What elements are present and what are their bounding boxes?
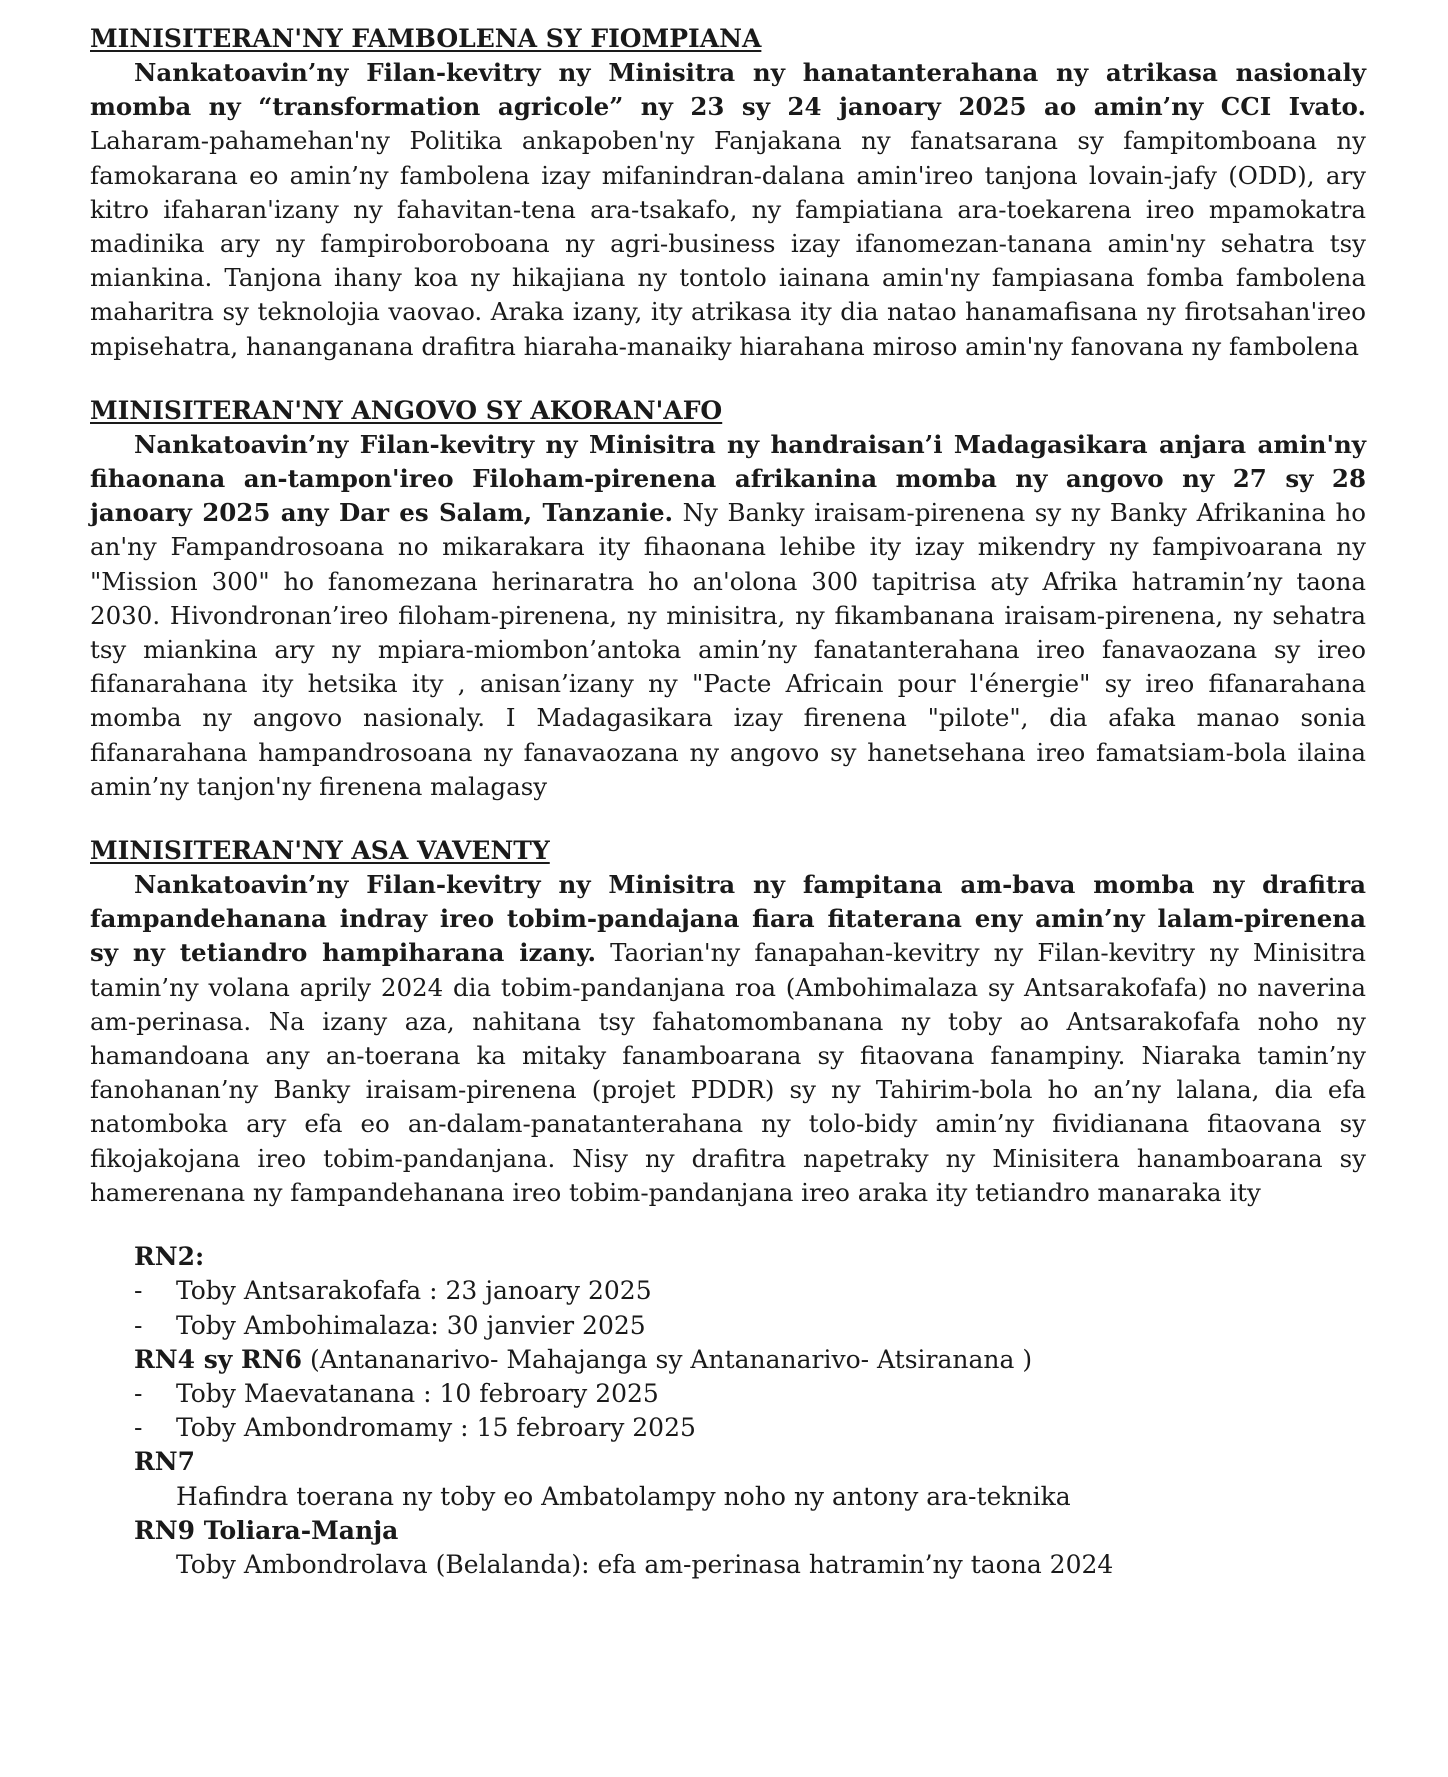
section-heading: MINISITERAN'NY FAMBOLENA SY FIOMPIANA: [90, 24, 762, 53]
weighbridge-schedule: [134, 1240, 1366, 1582]
section-agriculture: [90, 22, 1366, 364]
section-energy: [90, 394, 1366, 804]
document-page: [90, 22, 1366, 1612]
section-heading: MINISITERAN'NY ASA VAVENTY: [90, 836, 550, 866]
section-public-works: [90, 834, 1366, 1582]
section-paragraph: [90, 428, 1366, 804]
route-title: RN2:: [134, 1242, 205, 1272]
route-rn4-rn6: [134, 1343, 1366, 1446]
list-item: - Toby Ambohimalaza: 30 janvier 2025: [134, 1310, 646, 1340]
section-paragraph: [90, 56, 1366, 364]
list-item: - Toby Antsarakofafa : 23 janoary 2025: [134, 1276, 652, 1306]
route-note: Hafindra toerana ny toby eo Ambatolampy noho ny antony ara-teknika: [176, 1481, 1071, 1511]
route-title: RN9 Toliara-Manja: [134, 1515, 399, 1545]
paragraph-lead: Nankatoavin’ny Filan-kevitry ny Minisitra ny hanatanterahana ny atrikasa nasionaly momba ny “transformation agricole” ny 23 sy 24 janoary 2025 ao amin’ny CCI Ivato.: [90, 58, 1366, 122]
route-rn7: [134, 1445, 1366, 1513]
list-item: - Toby Maevatanana : 10 febroary 2025: [134, 1378, 659, 1408]
paragraph-body: Ny Banky iraisam-pirenena sy ny Banky Afrikanina ho an'ny Fampandrosoana no mikarakara ity fihaonana lehibe ity izay mikendry ny fampivoarana ny "Mission 300" ho fanomezana herinaratra ho an'olona 300 tapitrisa aty Afrika hatramin’ny taona 2030. Hivondronan’ireo filoham-pirenena, ny minisitra, ny fikambanana iraisam-pirenena, ny sehatra tsy miankina ary ny mpiara-miombon’antoka amin’ny fanatanterahana ireo fanavaozana sy ireo fifanarahana ity hetsika ity , anisan’izany ny "Pacte Africain pour l'énergie" sy ireo fifanarahana momba ny angovo nasionaly. I Madagasikara izay firenena "pilote", dia afaka manao sonia fifanarahana hampandrosoana ny fanavaozana ny angovo sy hanetsehana ireo famatsiam-bola ilaina amin’ny tanjon'ny firenena malagasy: [90, 498, 1366, 801]
list-item: - Toby Ambondromamy : 15 febroary 2025: [134, 1413, 696, 1443]
route-title: RN4 sy RN6: [134, 1344, 303, 1374]
section-paragraph: [90, 868, 1366, 1210]
route-rn2: [134, 1240, 1366, 1343]
route-rn9: [134, 1514, 1366, 1582]
route-note: Toby Ambondrolava (Belalanda): efa am-perinasa hatramin’ny taona 2024: [176, 1549, 1114, 1579]
paragraph-body: Laharam-pahamehan'ny Politika ankapoben'ny Fanjakana ny fanatsarana sy fampitomboana ny famokarana eo amin’ny fambolena izay mifanindran-dalana amin'ireo tanjona lovain-jafy (ODD), ary kitro ifaharan'izany ny fahavitan-tena ara-tsakafo, ny fampiatiana ara-toekarena ireo mpamokatra madinika ary ny fampiroboroboana ny agri-business izay ifanomezan-tanana amin'ny sehatra tsy miankina. Tanjona ihany koa ny hikajiana ny tontolo iainana amin'ny fampiasana fomba fambolena maharitra sy teknolojia vaovao. Araka izany, ity atrikasa ity dia natao hanamafisana ny firotsahan'ireo mpisehatra, hananganana drafitra hiaraha-manaiky hiarahana miroso amin'ny fanovana ny fambolena: [90, 126, 1366, 361]
route-title: RN7: [134, 1447, 196, 1477]
paragraph-lead: Nankatoavin’ny Filan-kevitry ny Minisitra ny handraisan’i Madagasikara anjara amin'ny fihaonana an-tampon'ireo Filoham-pirenena afrikanina momba ny angovo ny 27 sy 28 janoary 2025 any Dar es Salam, Tanzanie.: [90, 429, 1366, 528]
paragraph-body: Taorian'ny fanapahan-kevitry ny Filan-kevitry ny Minisitra tamin’ny volana aprily 2024 dia tobim-pandanjana roa (Ambohimalaza sy Antsarakofafa) no naverina am-perinasa. Na izany aza, nahitana tsy fahatomombanana ny toby ao Antsarakofafa noho ny hamandoana any an-toerana ka mitaky fanamboarana sy fitaovana fanampiny. Niaraka tamin’ny fanohanan’ny Banky iraisam-pirenena (projet PDDR) sy ny Tahirim-bola ho an’ny lalana, dia efa natomboka ary efa eo an-dalam-panatanterahana ny tolo-bidy amin’ny fividianana fitaovana sy fikojakojana ireo tobim-pandanjana. Nisy ny drafitra napetraky ny Minisitera hanamboarana sy hamerenana ny fampandehanana ireo tobim-pandanjana ireo araka ity tetiandro manaraka ity: [90, 938, 1366, 1207]
section-heading: MINISITERAN'NY ANGOVO SY AKORAN'AFO: [90, 395, 723, 425]
route-subtitle: (Antananarivo- Mahajanga sy Antananarivo- Atsiranana ): [302, 1344, 1033, 1374]
paragraph-lead: Nankatoavin’ny Filan-kevitry ny Minisitra ny fampitana am-bava momba ny drafitra fampandehanana indray ireo tobim-pandajana fiara fitaterana eny amin’ny lalam-pirenena sy ny tetiandro hampiharana izany.: [90, 870, 1366, 968]
